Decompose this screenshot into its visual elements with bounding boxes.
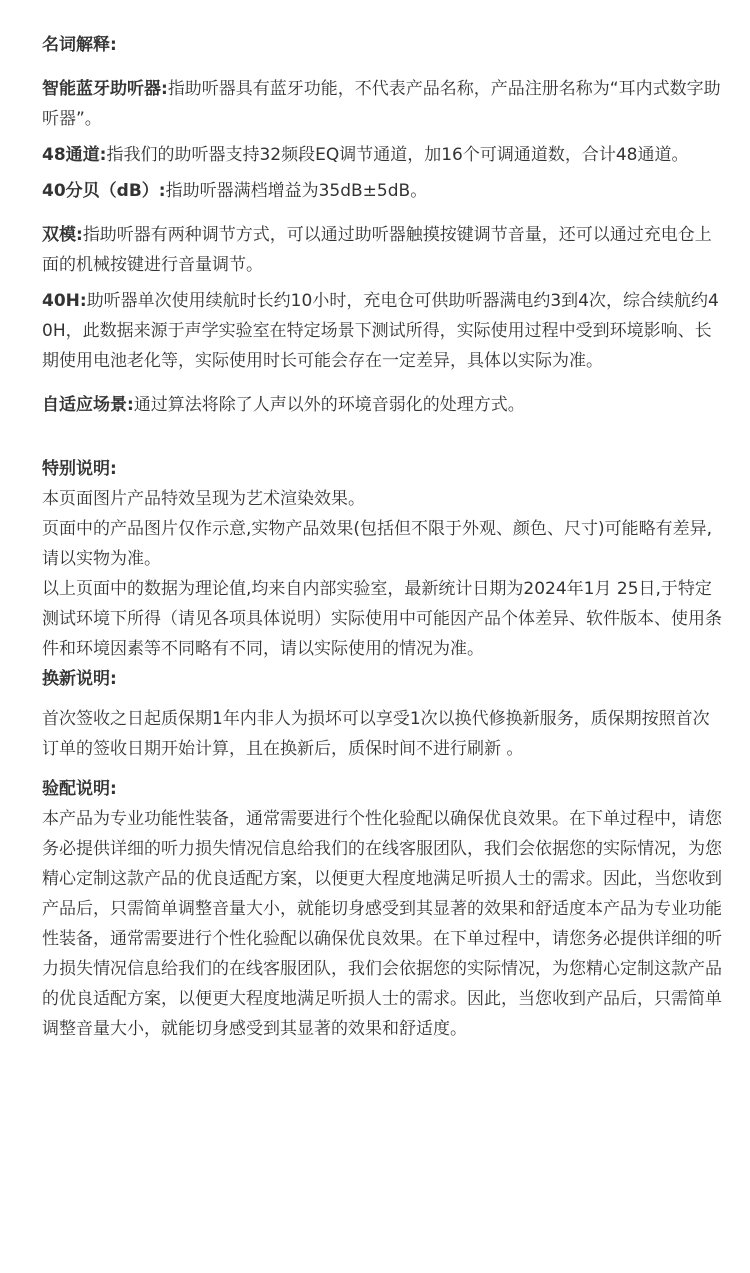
glossary-item-gain (42, 176, 722, 206)
glossary-item-channels (42, 140, 722, 170)
special-line-1: 本页面图片产品特效呈现为艺术渲染效果。 (42, 489, 365, 509)
glossary-term: 自适应场景: (42, 395, 134, 415)
glossary-desc: 指助听器满档增益为35dB±5dB。 (165, 181, 428, 201)
glossary-desc: 通过算法将除了人声以外的环境音弱化的处理方式。 (133, 395, 525, 415)
glossary-term: 40分贝（dB）: (42, 181, 166, 201)
fitting-heading: 验配说明: (42, 779, 117, 799)
exchange-text: 首次签收之日起质保期1年内非人为损坏可以享受1次以换代修换新服务，质保期按照首次订单的签收日期开始计算，且在换新后，质保时间不进行刷新 。 (42, 709, 710, 759)
glossary-term: 智能蓝牙助听器: (42, 79, 168, 99)
glossary-desc: 指助听器具有蓝牙功能，不代表产品名称，产品注册名称为“耳内式数字助听器”。 (42, 79, 721, 129)
glossary-heading: 名词解释: (42, 35, 117, 55)
exchange-heading: 换新说明: (42, 669, 117, 689)
fitting-text: 本产品为专业功能性装备，通常需要进行个性化验配以确保优良效果。在下单过程中，请您务必提供详细的听力损失情况信息给我们的在线客服团队，我们会依据您的实际情况，为您精心定制这款产品的优良适配方案，以便更大程度地满足听损人士的需求。因此，当您收到产品后，只需简单调整音量大小，就能切身感受到其显著的效果和舒适度本产品为专业功能性装备，通常需要进行个性化验配以确保优良效果。在下单过程中，请您务必提供详细的听力损失情况信息给我们的在线客服团队，我们会依据您的实际情况，为您精心定制这款产品的优良适配方案，以便更大程度地满足听损人士的需求。因此，当您收到产品后，只需简单调整音量大小，就能切身感受到其显著的效果和舒适度。 (42, 809, 722, 1039)
special-line-2: 页面中的产品图片仅作示意,实物产品效果(包括但不限于外观、颜色、尺寸)可能略有差异,请以实物为准。 (42, 519, 713, 569)
glossary-term: 40H: (42, 291, 87, 311)
glossary-item-dual-mode (42, 220, 722, 280)
special-line-3: 以上页面中的数据为理论值,均来自内部实验室，最新统计日期为2024年1月 25日,于特定测试环境下所得（请见各项具体说明）实际使用中可能因产品个体差异、软件版本、使用条件和环境因素等不同略有不同，请以实际使用的情况为准。 (42, 579, 722, 659)
glossary-desc: 指助听器有两种调节方式，可以通过助听器触摸按键调节音量，还可以通过充电仓上面的机械按键进行音量调节。 (42, 225, 712, 275)
glossary-item-bluetooth (42, 74, 722, 134)
glossary-desc: 指我们的助听器支持32频段EQ调节通道，加16个可调通道数，合计48通道。 (106, 145, 689, 165)
glossary-item-battery (42, 286, 722, 376)
special-heading: 特别说明: (42, 459, 117, 479)
glossary-item-adaptive (42, 390, 722, 420)
glossary-term: 48通道: (42, 145, 107, 165)
glossary-desc: 助听器单次使用续航时长约10小时，充电仓可供助听器满电约3到4次，综合续航约40H，此数据来源于声学实验室在特定场景下测试所得，实际使用过程中受到环境影响、长期使用电池老化等，实际使用时长可能会存在一定差异，具体以实际为准。 (42, 291, 719, 371)
glossary-term: 双模: (42, 225, 83, 245)
